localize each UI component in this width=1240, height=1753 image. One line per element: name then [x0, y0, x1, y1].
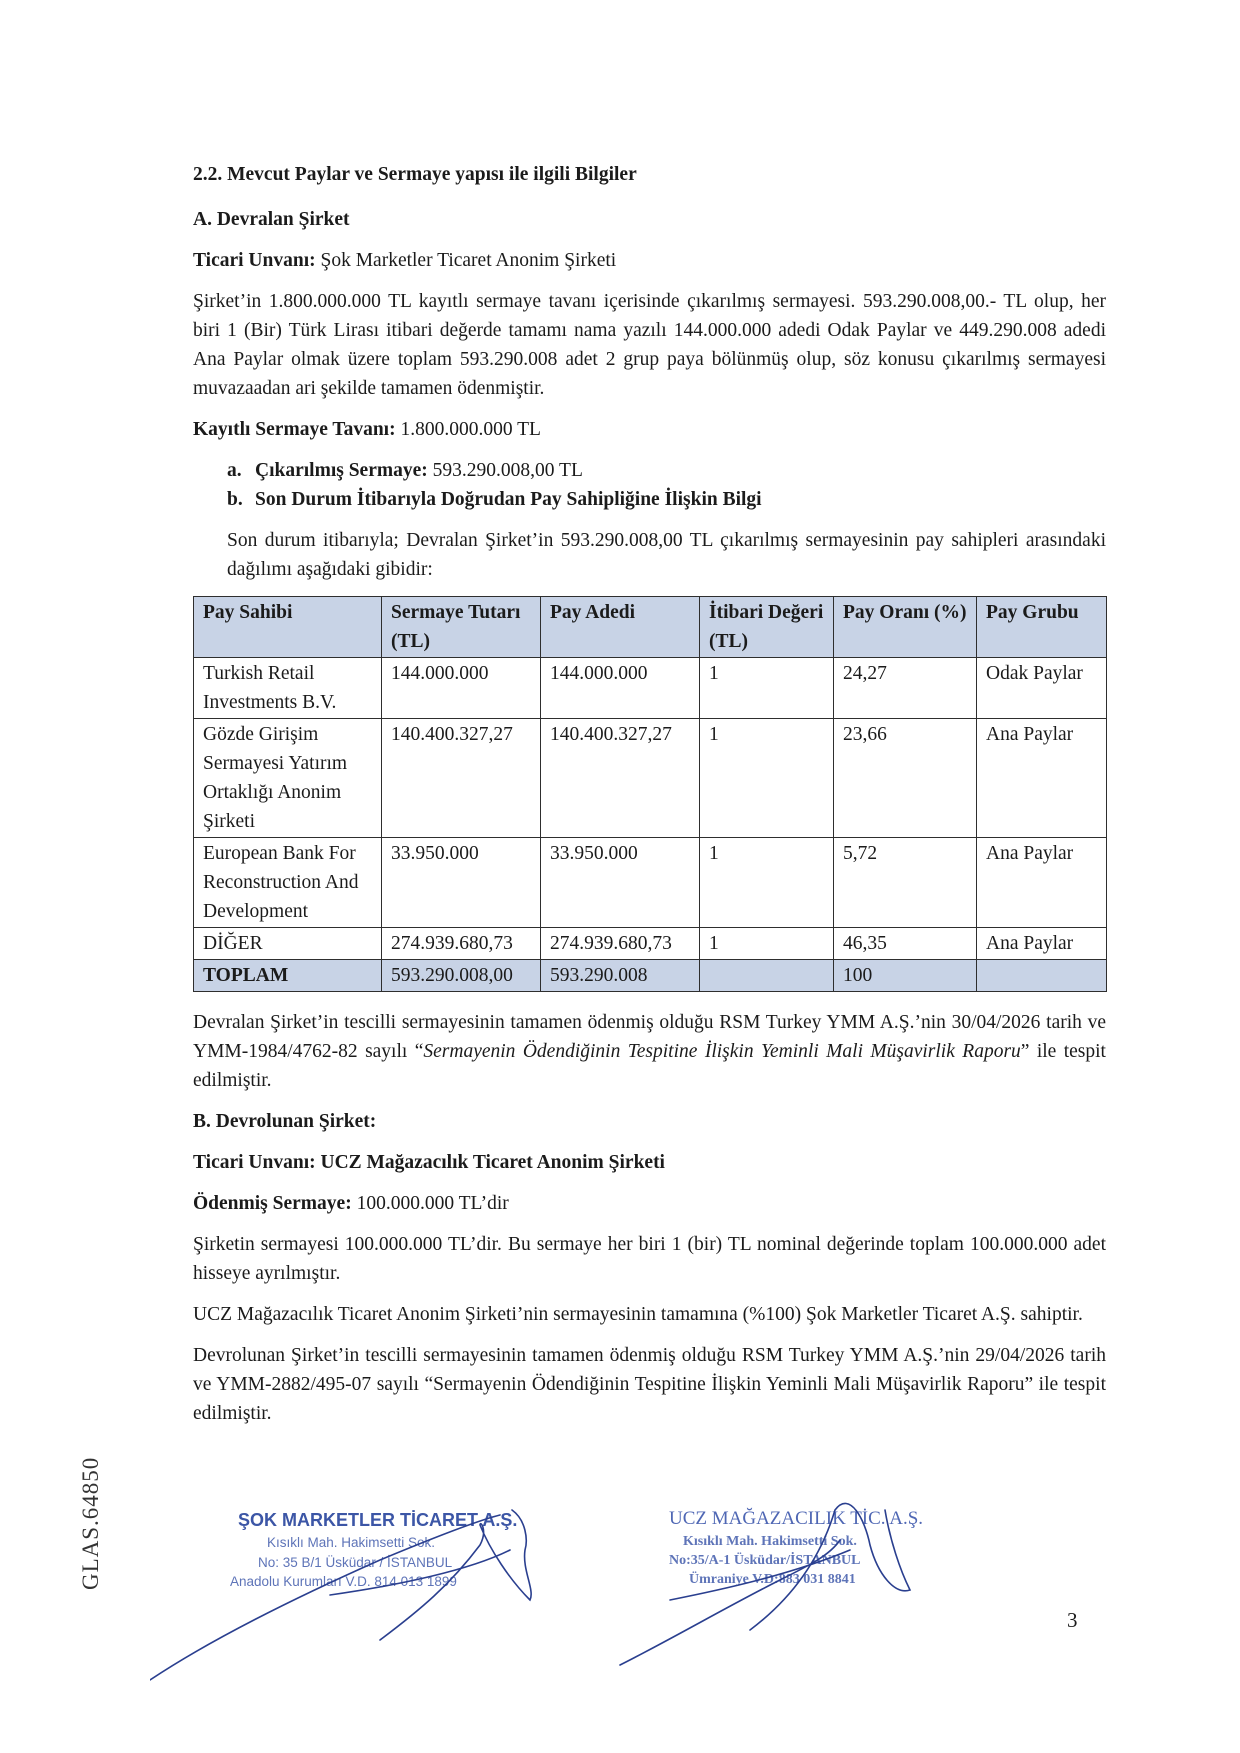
stamp-right-line: Ümraniye V.D:883 031 8841	[689, 1572, 856, 1587]
devralan-trade-name	[193, 246, 1106, 275]
stamp-right-line: Kısıklı Mah. Hakimsetti Sok.	[683, 1534, 857, 1549]
table-header-row	[194, 597, 1107, 658]
stamp-left-line: Kısıklı Mah. Hakimsetti Sok.	[267, 1535, 436, 1550]
registered-capital-label: Kayıtlı Sermaye Tavanı:	[193, 419, 396, 440]
stamp-left-line: ŞOK MARKETLER TİCARET A.Ş.	[238, 1510, 518, 1530]
stamp-right-line: UCZ MAĞAZACILIK TİC. A.Ş.	[669, 1508, 924, 1529]
table-cell: 140.400.327,27	[382, 719, 541, 838]
table-total-row	[194, 960, 1107, 992]
table-header-cell: İtibari Değeri (TL)	[700, 597, 834, 658]
devralan-capital-paragraph: Şirket’in 1.800.000.000 TL kayıtlı sermaye tavanı içerisinde çıkarılmış sermayesi. 593.290.008,00.- TL olup, her biri 1 (Bir) Türk Lirası itibari değerde tamamı nama yazılı 144.000.000 adedi Odak Paylar ve 449.290.008 adedi Ana Paylar olmak üzere toplam 593.290.008 adet 2 grup paya bölünmüş olup, söz konusu çıkarılmış sermayesi muvazaadan ari şekilde tamamen ödenmiştir.	[193, 291, 1106, 399]
devrolunan-heading: B. Devrolunan Şirket:	[193, 1111, 377, 1132]
distribution-intro: Son durum itibarıyla; Devralan Şirket’in 593.290.008,00 TL çıkarılmış sermayesinin pay sahipleri arasındaki dağılımı aşağıdaki gibidir:	[227, 530, 1106, 580]
section-title: 2.2. Mevcut Paylar ve Sermaye yapısı ile ilgili Bilgiler	[193, 164, 637, 185]
registered-capital-line	[193, 415, 1106, 444]
table-row	[194, 838, 1107, 928]
table-cell: 593.290.008	[541, 960, 700, 992]
paid-capital-value: 100.000.000 TL’dir	[351, 1193, 509, 1214]
table-cell: Turkish Retail Investments B.V.	[194, 658, 382, 719]
stamp-right-line: No:35/A-1 Üsküdar/İSTANBUL	[669, 1553, 861, 1568]
table-cell: 1	[700, 719, 834, 838]
table-header-cell: Pay Adedi	[541, 597, 700, 658]
table-cell: 593.290.008,00	[382, 960, 541, 992]
table-cell: 1	[700, 838, 834, 928]
table-cell: 144.000.000	[541, 658, 700, 719]
table-cell: 140.400.327,27	[541, 719, 700, 838]
registered-capital-value: 1.800.000.000 TL	[395, 419, 541, 440]
table-cell: 5,72	[834, 838, 977, 928]
paid-capital-label: Ödenmiş Sermaye:	[193, 1193, 352, 1214]
table-cell: 33.950.000	[541, 838, 700, 928]
trade-name-value: Şok Marketler Ticaret Anonim Şirketi	[315, 250, 617, 271]
shares-paragraph: Şirketin sermayesi 100.000.000 TL’dir. Bu sermaye her biri 1 (bir) TL nominal değerinde toplam 100.000.000 adet hisseye ayrılmıştır.	[193, 1234, 1106, 1284]
table-cell: Odak Paylar	[977, 658, 1107, 719]
table-cell: 24,27	[834, 658, 977, 719]
side-reference-code: GLAS.64850	[78, 1456, 103, 1590]
list-item-a	[227, 456, 1106, 485]
table-cell: 274.939.680,73	[541, 928, 700, 960]
issued-capital-label: Çıkarılmış Sermaye:	[255, 460, 428, 481]
table-cell: Ana Paylar	[977, 838, 1107, 928]
table-cell: 23,66	[834, 719, 977, 838]
table-cell: DİĞER	[194, 928, 382, 960]
devralan-report-paragraph	[193, 1008, 1106, 1095]
page-number: 3	[1067, 1608, 1078, 1632]
handwritten-signatures	[150, 1490, 1000, 1690]
list-item-a-label: a.	[227, 460, 242, 481]
table-cell	[977, 960, 1107, 992]
capital-list	[193, 456, 1106, 514]
table-header-cell: Sermaye Tutarı (TL)	[382, 597, 541, 658]
table-header-cell: Pay Oranı (%)	[834, 597, 977, 658]
table-cell: TOPLAM	[194, 960, 382, 992]
table-cell: Gözde Girişim Sermayesi Yatırım Ortaklığı Anonim Şirketi	[194, 719, 382, 838]
issued-capital-value: 593.290.008,00 TL	[427, 460, 583, 481]
stamp-left-line: No: 35 B/1 Üsküdar / İSTANBUL	[258, 1555, 453, 1570]
devrolunan-trade-name: Ticari Unvanı: UCZ Mağazacılık Ticaret Anonim Şirketi	[193, 1152, 665, 1173]
page-content	[193, 160, 1106, 1428]
trade-name-label: Ticari Unvanı:	[193, 250, 316, 271]
stamp-left-line: Anadolu Kurumları V.D. 814 013 1899	[230, 1574, 457, 1589]
table-header-cell: Pay Sahibi	[194, 597, 382, 658]
table-cell: 1	[700, 928, 834, 960]
table-cell: European Bank For Reconstruction And Development	[194, 838, 382, 928]
list-item-b	[227, 485, 1106, 514]
table-cell: 274.939.680,73	[382, 928, 541, 960]
table-cell: 46,35	[834, 928, 977, 960]
table-row	[194, 928, 1107, 960]
table-cell: Ana Paylar	[977, 719, 1107, 838]
report-title: Sermayenin Ödendiğinin Tespitine İlişkin Yeminli Mali Müşavirlik Raporu	[423, 1041, 1021, 1062]
table-cell: 144.000.000	[382, 658, 541, 719]
table-cell: Ana Paylar	[977, 928, 1107, 960]
table-row	[194, 658, 1107, 719]
table-cell: 1	[700, 658, 834, 719]
shareholder-table	[193, 596, 1107, 992]
table-cell: 100	[834, 960, 977, 992]
list-item-b-label: b.	[227, 489, 243, 510]
devralan-heading: A. Devralan Şirket	[193, 209, 350, 230]
paid-capital-line	[193, 1189, 1106, 1218]
owner-paragraph: UCZ Mağazacılık Ticaret Anonim Şirketi’nin sermayesinin tamamına (%100) Şok Marketler Ticaret A.Ş. sahiptir.	[193, 1304, 1083, 1325]
table-cell	[700, 960, 834, 992]
report-post-text: ” ile tespit edilmiştir.	[193, 1041, 1106, 1091]
list-item-b-text: Son Durum İtibarıyla Doğrudan Pay Sahipliğine İlişkin Bilgi	[255, 489, 762, 510]
table-header-cell: Pay Grubu	[977, 597, 1107, 658]
table-row	[194, 719, 1107, 838]
devrolunan-report-paragraph: Devrolunan Şirket’in tescilli sermayesinin tamamen ödenmiş olduğu RSM Turkey YMM A.Ş.’nin 29/04/2026 tarih ve YMM-2882/495-07 sayılı “Sermayenin Ödendiğinin Tespitine İlişkin Yeminli Mali Müşavirlik Raporu” ile tespit edilmiştir.	[193, 1345, 1106, 1424]
table-cell: 33.950.000	[382, 838, 541, 928]
report-pre-text: Devralan Şirket’in tescilli sermayesinin tamamen ödenmiş olduğu RSM Turkey YMM A.Ş.’nin 30/04/2026 tarih ve YMM-1984/4762-82 sayılı “	[193, 1012, 1106, 1062]
